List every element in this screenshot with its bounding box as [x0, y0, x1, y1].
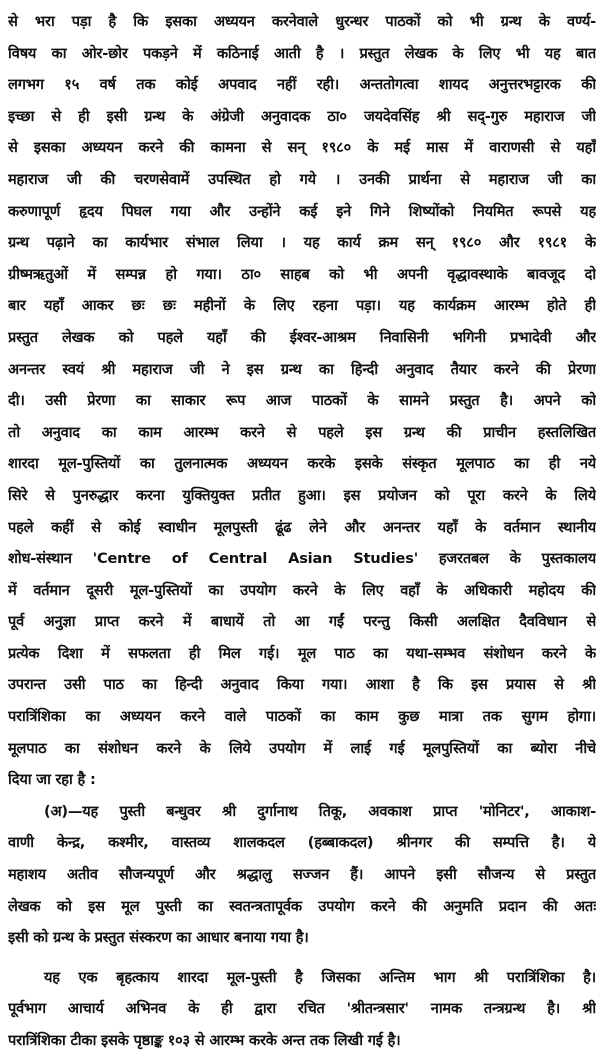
paragraph-gap: [8, 954, 596, 962]
text-line-item-a: (अ)—यह पुस्ती बन्धुवर श्री दुर्गानाथ तिकू, अवकाश प्राप्त 'मोनिटर', आकाश-: [44, 802, 596, 820]
text-line: करुणापूर्ण हृदय पिघल गया और उन्होंने कई इने गिने शिष्योंको नियमित रूपसे यह: [8, 202, 596, 220]
text-line: उपरान्त उसी पाठ का हिन्दी अनुवाद किया गया। आशा है कि इस प्रयास से श्री: [8, 676, 596, 694]
text-line: प्रत्येक दिशा में सफलता ही मिल गई। मूल पाठ का यथा-सम्भव संशोधन करने के: [8, 644, 596, 662]
text-line: पूर्व अनुज्ञा प्राप्त करने में बाधायें तो आ गईं परन्तु किसी अलक्षित दैवविधान से: [8, 613, 596, 631]
text-line: लेखक को इस मूल पुस्ती का स्वतन्त्रतापूर्वक उपयोग करने की अनुमति प्रदान की अतः: [8, 897, 596, 915]
text-line: मूलपाठ का संशोधन करने के लिये उपयोग में लाई गई मूलपुस्तियों का ब्योरा नीचे: [8, 739, 596, 757]
text-line: विषय का ओर-छोर पकड़ने में कठिनाई आती है । प्रस्तुत लेखक के लिए भी यह बात: [8, 44, 596, 62]
text-line: तो अनुवाद का काम आरम्भ करने से पहले इस ग्रन्थ की प्राचीन हस्तलिखित: [8, 423, 596, 441]
text-line: ग्रन्थ पढ़ाने का कार्यभार संभाल लिया । यह कार्य क्रम सन् १९८० और १९८१ के: [8, 234, 596, 252]
text-line: पहले कहीं से कोई स्वाधीन मूलपुस्ती ढूंढ लेने और अनन्तर यहाँ के वर्तमान स्थानीय: [8, 518, 596, 536]
text-line: परात्रिंशिका टीका इसके पृष्ठाङ्क १०३ से आरम्भ करके अन्त तक लिखी गई है।: [8, 1032, 401, 1049]
text-line: प्रस्तुत लेखक को पहले यहाँ की ईश्वर-आश्रम निवासिनी भगिनी प्रभादेवी और: [8, 328, 596, 346]
text-line: ग्रीष्मऋतुओं में सम्पन्न हो गया। ठा० साहब को भी अपनी वृद्धावस्थाके बावजूद दो: [8, 265, 596, 283]
text-line: बार यहाँ आकर छः छः महीनों के लिए रहना पड़ा। यह कार्यक्रम आरम्भ होते ही: [8, 297, 596, 315]
text-line: महाशय अतीव सौजन्यपूर्ण और श्रद्धालु सज्जन हैं। आपने इसी सौजन्य से प्रस्तुत: [8, 866, 596, 884]
text-line: लगभग १५ वर्ष तक कोई अपवाद नहीं रही। अन्ततोगत्वा शायद अनुत्तरभट्टारक की: [8, 76, 596, 94]
text-line: से भरा पड़ा है कि इसका अध्ययन करनेवाले धुरन्धर पाठकों को भी ग्रन्थ के वर्ण्य-: [8, 13, 596, 30]
text-line: इच्छा से ही इसी ग्रन्थ के अंग्रेजी अनुवादक ठा० जयदेवसिंह श्री सद्-गुरु महाराज जी: [8, 107, 596, 125]
text-line: में वर्तमान दूसरी मूल-पुस्तियों का उपयोग करने के लिए वहाँ के अधिकारी महोदय की: [8, 581, 596, 599]
text-line: वाणी केन्द्र, कश्मीर, वास्तव्य शालकदल (हब्बाकदल) श्रीनगर की सम्पत्ति है। ये: [8, 834, 596, 852]
text-line: से इसका अध्ययन करने की कामना से सन् १९८० के मई मास में वाराणसी से यहाँ: [8, 139, 596, 157]
text-line: दिया जा रहा है :: [8, 771, 96, 789]
text-line: महाराज जी की चरणसेवामें उपस्थित हो गये । उनकी प्रार्थना से महाराज जी का: [8, 170, 596, 188]
text-line: सिरे से पुनरुद्धार करना युक्तियुक्त प्रतीत हुआ। इस प्रयोजन को पूरा करने के लिये: [8, 486, 596, 504]
text-line-institute: शोध-संस्थान 'Centre of Central Asian Studies' हजरतबल के पुस्तकालय: [8, 550, 596, 568]
text-line: पूर्वभाग आचार्य अभिनव के ही द्वारा रचित 'श्रीतन्त्रसार' नामक तन्त्रग्रन्थ है। श्री: [8, 1000, 596, 1018]
text-line-paragraph-start: यह एक बृहत्काय शारदा मूल-पुस्ती है जिसका अन्तिम भाग श्री परात्रिंशिका है।: [44, 968, 596, 986]
text-line: दी। उसी प्रेरणा का साकार रूप आज पाठकों के सामने प्रस्तुत है। अपने को: [8, 392, 596, 410]
text-line: शारदा मूल-पुस्तियों का तुलनात्मक अध्ययन करके इसके संस्कृत मूलपाठ का ही नये: [8, 455, 596, 473]
text-line: अनन्तर स्वयं श्री महाराज जी ने इस ग्रन्थ का हिन्दी अनुवाद तैयार करने की प्रेरणा: [8, 360, 596, 378]
text-line: परात्रिंशिका का अध्ययन करने वाले पाठकों का काम कुछ मात्रा तक सुगम होगा।: [8, 708, 596, 726]
text-line: इसी को ग्रन्थ के प्रस्तुत संस्करण का आधार बनाया गया है।: [8, 929, 309, 947]
